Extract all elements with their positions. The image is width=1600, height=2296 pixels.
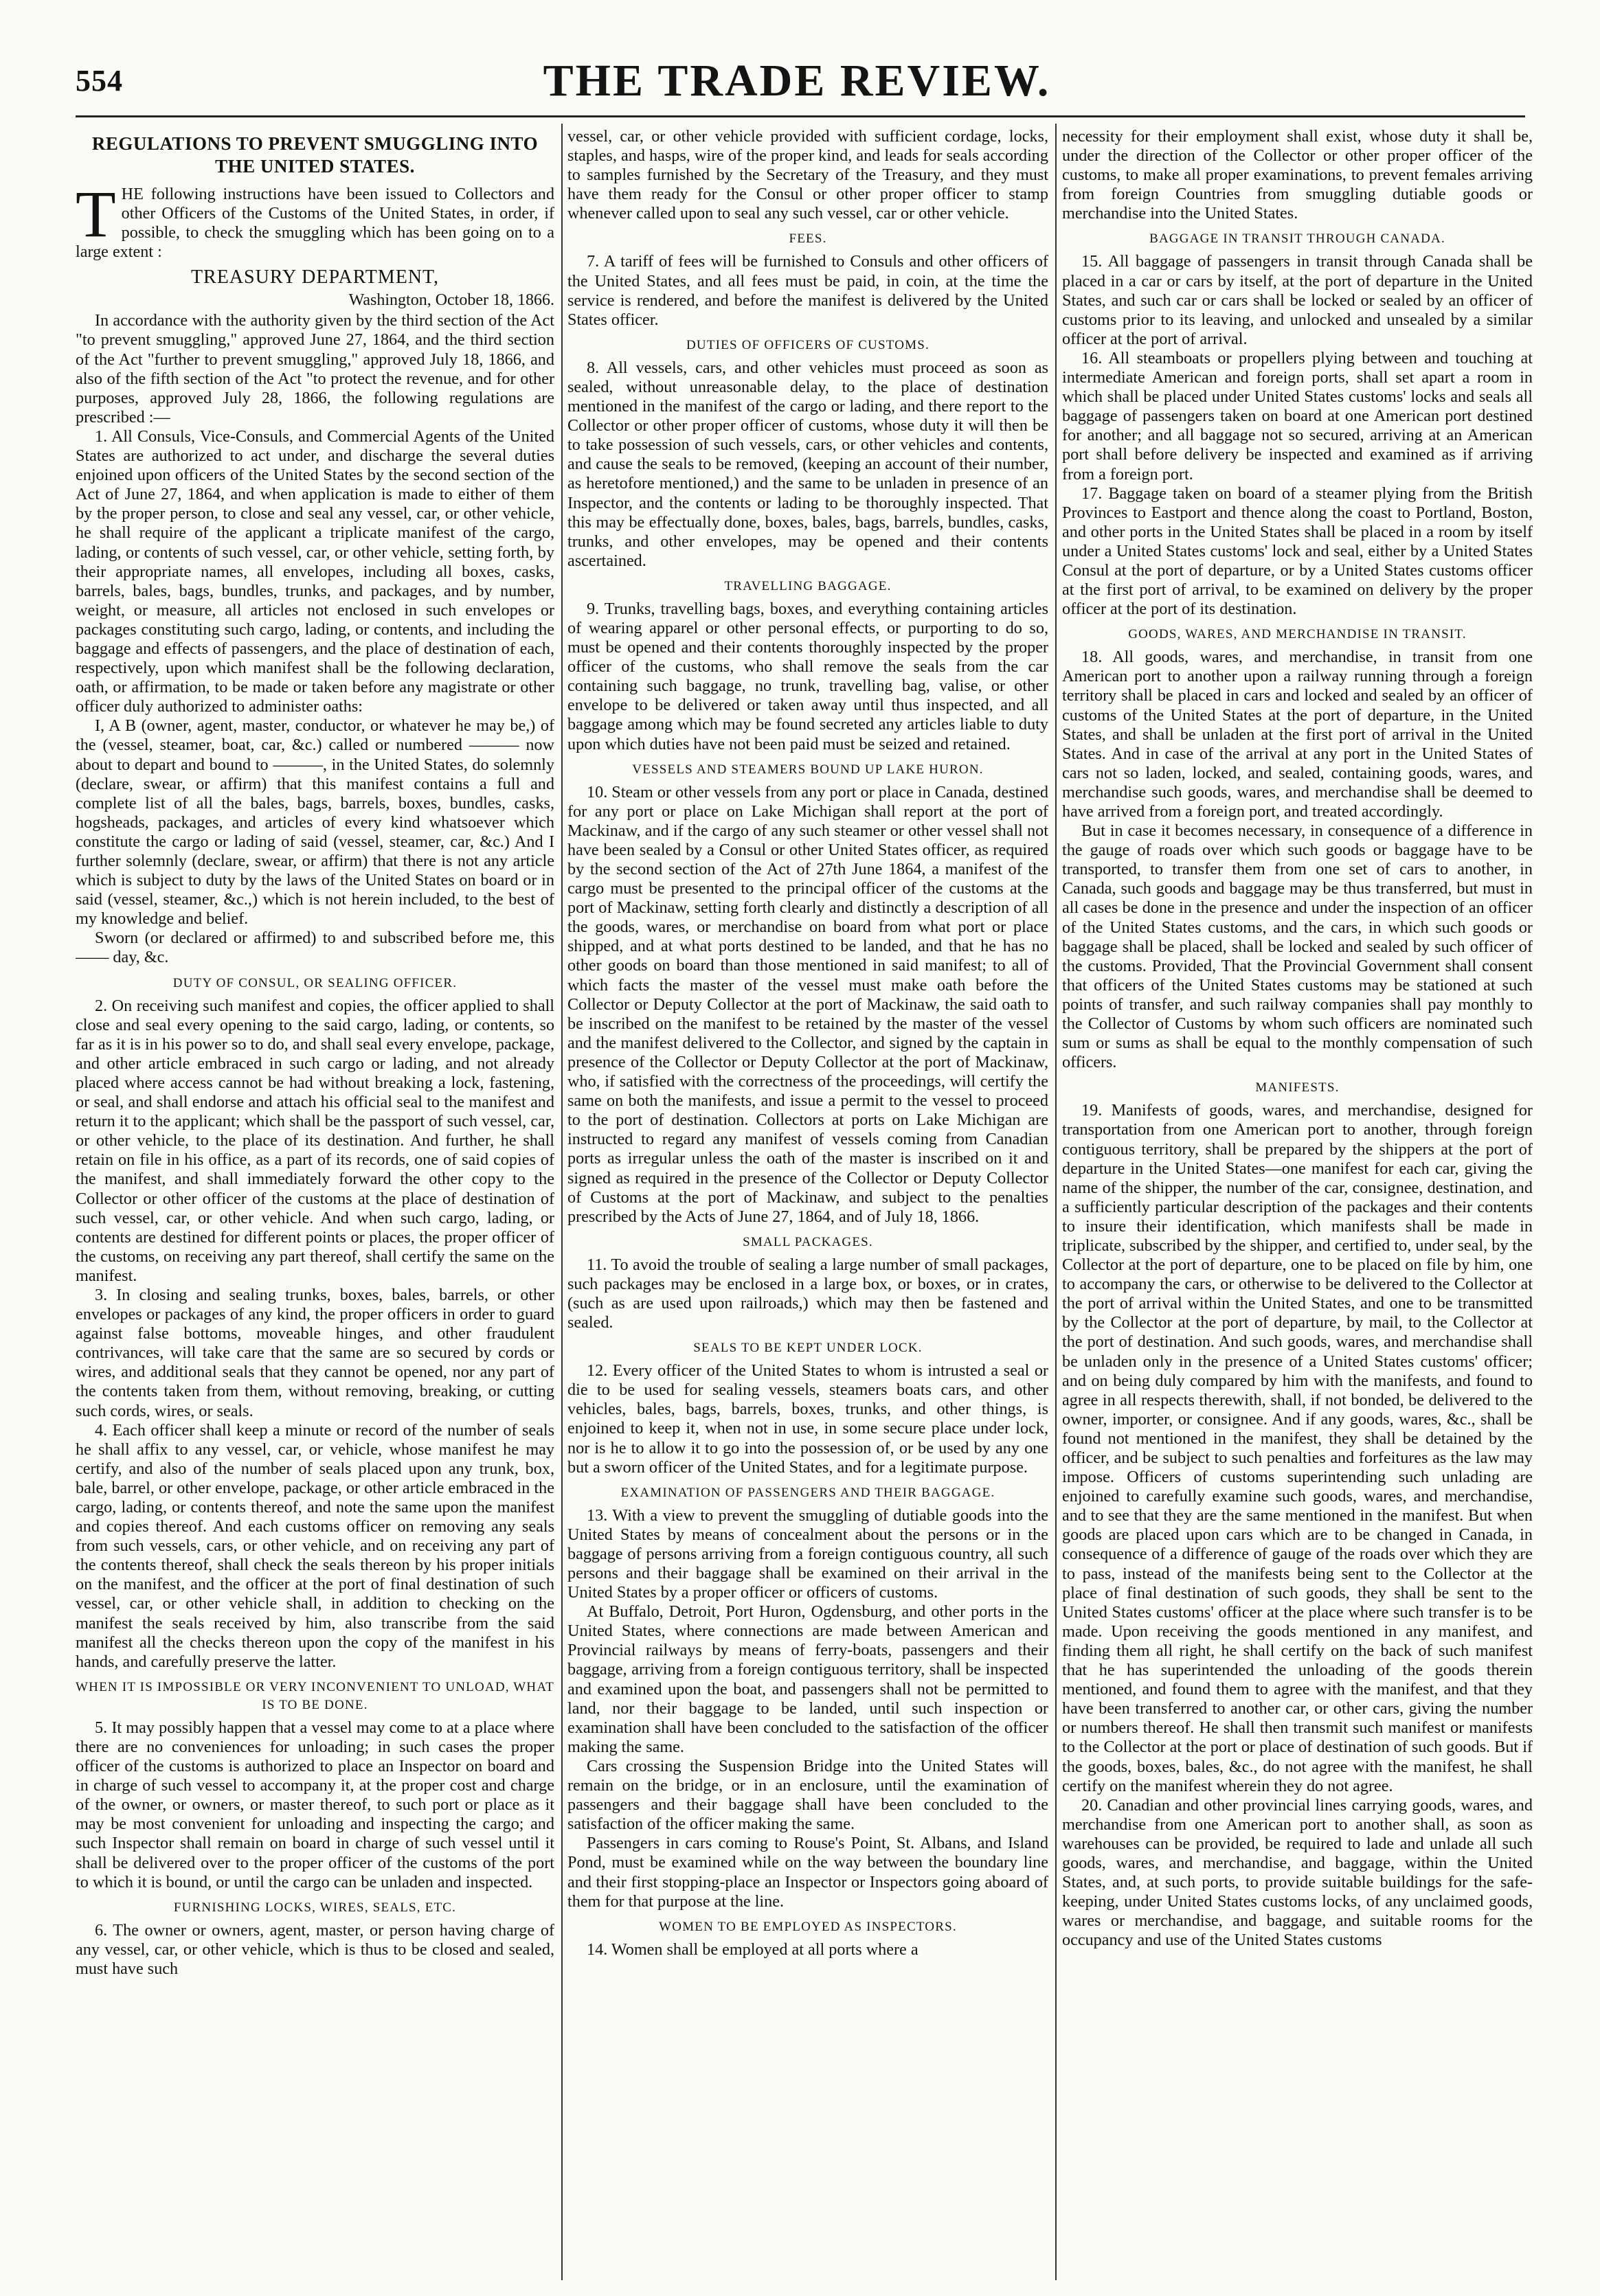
body-paragraph: 19. Manifests of goods, wares, and merchandise, designed for transportation from one American port to another, through foreign contiguous territory, shall be prepared by the shippers at the port of departure in the United States—one manifest for each car, giving the name of the shipper, the number of the car, consignee, destination, and a sufficiently particular description of the packages and their contents to insure their identification, which manifests shall be made in triplicate, subscribed by the shipper, and certified to, under seal, by the Collector at the port of departure, one to be placed on file by him, one to accompany the cars, or otherwise to be delivered to the Collector at the port of arrival within the United States, and one to be transmitted by the Collector at the port of departure, by mail, to the Collector at the port of destination. And such goods, wares, and merchandise shall be unladen only in the presence of a United States customs' officer; and on being duly compared by him with the manifests, and found to agree in all respects therewith, shall, if not bonded, be delivered to the owner, importer, or consignee. And if any goods, wares, &c., shall be found not mentioned in the manifest, they shall be detained by the officer, and be subject to such penalties and forfeitures as the law may impose. Officers of customs superintending such unlading are enjoined to carefully examine such goods, wares, and merchandise, and to see that they are the same mentioned in the manifest. But when goods are placed upon cars which are to be changed in Canada, in consequence of a difference of gauge of the roads over which they are to pass, instead of the manifests being sent to the Collector at the place of final destination of such goods, they shall be sent to the United States customs' officer at the place where such transfer is to be made. Upon receiving the goods mentioned in any manifest, and finding them all right, he shall certify on the back of such manifest that he has superintended the unloading of the goods therein mentioned, and found them to agree with the manifest, and that they have been transferred to another car, or other cars, giving the number or numbers thereof. He shall then transmit such manifest or manifests to the Collector at the port or place of destination of such goods. But if the goods, boxes, bales, &c., do not agree with the manifest, he shall certify on the manifest wherein they do not agree. (1062, 1101, 1533, 1795)
body-paragraph: In accordance with the authority given by the third section of the Act "to prevent smuggling," approved June 27, 1864, and the third section of the Act "further to prevent smuggling," approved July 18, 1866, and also of the fifth section of the Act "to protect the revenue, and for other purposes, approved July 28, 1866, the following regulations are prescribed :— (76, 311, 554, 427)
body-paragraph: At Buffalo, Detroit, Port Huron, Ogdensburg, and other ports in the United States, where connections are made between American and Provincial railways by means of ferry-boats, passengers and their baggage, arriving from a foreign contiguous territory, shall be inspected and examined upon the boat, and passengers shall not be permitted to land, nor their baggage to be landed, until such inspection or examination shall have been concluded to the satisfaction of the officer making the same. (567, 1602, 1048, 1756)
body-paragraph: Passengers in cars coming to Rouse's Point, St. Albans, and Island Pond, must be examined while on the way between the boundary line and their first stopping-place an Inspector or Inspectors going aboard of them for that purpose at the line. (567, 1834, 1048, 1911)
body-paragraph: But in case it becomes necessary, in consequence of a difference in the gauge of roads over which such goods or baggage have to be transported, to transfer them from one set of cars to another, in Canada, such goods and baggage may be thus transferred, but must in all cases be done in the presence and under the inspection of an officer of the United States customs, and the cars, in which such goods or baggage shall be placed, shall be locked and sealed by such officer of the customs. Provided, That the Provincial Government shall consent that officers of the United States customs may be stationed at such points of transfer, and such railway companies shall pay monthly to the Collector of Customs by whom such officers are nominated such sum or sums as shall be equal to the monthly compensation of such officers. (1062, 821, 1533, 1072)
section-subheading: WOMEN TO BE EMPLOYED AS INSPECTORS. (659, 1919, 957, 1934)
column-2-body (567, 127, 1048, 1959)
column-3 (1062, 127, 1533, 2270)
dateline: Washington, October 18, 1866. (348, 291, 554, 310)
section-subheading: BAGGAGE IN TRANSIT THROUGH CANADA. (1149, 231, 1445, 247)
body-paragraph: 13. With a view to prevent the smuggling of dutiable goods into the United States by means of concealment about the persons or in the baggage of persons arriving from a foreign contiguous country, all such persons and their baggage shall be examined on their arrival in the United States by a proper officer or officers of customs. (567, 1505, 1048, 1602)
body-paragraph: 2. On receiving such manifest and copies, the officer applied to shall close and seal every opening to the said cargo, lading, or contents, so far as it is in his power so to do, and shall seal every envelope, package, and other article embraced in such cargo or lading, and not already placed where access cannot be had without breaking a lock, fastening, or seal, and shall endorse and attach his official seal to the manifest and return it to the applicant; which shall be the passport of such vessel, car, or other vehicle, to the place of its destination. And further, he shall retain on file in his office, as a part of its records, one of said copies of the manifest, and shall immediately forward the other copy to the Collector or other officer of the customs at the place of destination of such vessel, car, or other vehicle. And when such cargo, lading, or contents are destined for different points or places, the proper officer of the customs, on receiving any part thereof, shall certify the same on the manifest. (76, 996, 554, 1285)
body-paragraph: 10. Steam or other vessels from any port or place in Canada, destined for any port or place on Lake Michigan shall report at the port of Mackinaw, and if the cargo of any such steamer or other vessel shall not have been sealed by a Consul or other United States officer, as required by the second section of the Act of 27th June 1864, a manifest of the cargo must be presented to the principal officer of the customs at the port of Mackinaw, setting forth clearly and distinctly a description of all the goods, wares, or merchandise on board from what port or place shipped, and at what ports destined to be landed, and that he has no other goods on board than those mentioned in said manifest; to all of which facts the master of the vessel must make oath before the Collector or Deputy Collector at the port of Mackinaw, the said oath to be inscribed on the manifest to be retained by the master of the vessel and the manifest delivered to the Collector, and signed by the captain in presence of the Collector or Deputy Collector at the port of Mackinaw, who, if satisfied with the correctness of the proceedings, will certify the same on both the manifests, and issue a permit to the vessel to proceed to the port of destination. Collectors at ports on Lake Michigan are instructed to regard any manifest of vessels coming from Canadian ports as irregular unless the oath of the master is inscribed on it and signed as required in the presence of the Collector or Deputy Collector of Customs at the port of Mackinaw, and subject to the penalties prescribed by the Acts of June 27, 1864, and of July 18, 1866. (567, 782, 1048, 1226)
page-number: 554 (76, 64, 123, 98)
column-3-body (1062, 127, 1533, 1950)
section-subheading: DUTY OF CONSUL, OR SEALING OFFICER. (172, 975, 458, 990)
body-paragraph: 5. It may possibly happen that a vessel may come to at a place where there are no conveniences for unloading; in such cases the proper officer of the customs is authorized to place an Inspector on board and in charge of such vessel to accompany it, at the proper cost and charge of the owner, or owners, or master thereof, to such port or place as it may be most convenient for unloading and inspecting the cargo; and such Inspector shall remain on board in charge of such vessel until it shall be delivered over to the proper officer of the customs of the port to which it is bound, or until the cargo can be unladen and inspected. (76, 1718, 554, 1891)
body-paragraph: 9. Trunks, travelling bags, boxes, and everything containing articles of wearing apparel or other personal effects, or purporting to do so, must be opened and their contents thoroughly inspected by the proper officer of the customs, who shall remove the seals from the car containing such baggage, no trunk, travelling bag, valise, or other envelope to be delivered or taken away until thus inspected, and all baggage among which may be found secreted any articles liable to duty upon which duties have not been paid must be seized and retained. (567, 599, 1048, 753)
body-paragraph: I, A B (owner, agent, master, conductor, or whatever he may be,) of the (vessel, steamer, boat, car, &c.) called or numbered ——— now about to depart and bound to ———, in the United States, do solemnly (declare, swear, or affirm) that this manifest contains a full and complete list of all the bales, bags, barrels, boxes, bundles, casks, hogsheads, packages, and articles of every kind whatsoever which constitute the cargo or lading of said (vessel, steamer, car, &c.) And I further solemnly (declare, swear, or affirm) that there is not any article which is subject to duty by the laws of the United States on board or in said (vessel, steamer, &c.,) which is not herein included, to the best of my knowledge and belief. (76, 716, 554, 929)
body-paragraph: 14. Women shall be employed at all ports where a (587, 1940, 919, 1959)
intro-paragraph (76, 177, 554, 262)
body-paragraph: 4. Each officer shall keep a minute or record of the number of seals he shall affix to any vessel, car, or vehicle, whose manifest he may certify, and also of the number of seals placed upon any trunk, box, bale, barrel, or other envelope, package, or other article embraced in the cargo, lading, or contents thereof, and note the same upon the manifest and copies thereof. And each customs officer on removing any seals from such vessels, cars, or other vehicle, and on receiving any part of the contents thereof, shall check the seals thereon by his proper initials on the manifest, and the officer at the port of final destination of such vessel, car, or other vehicle shall, in addition to checking on the manifest the seals received by him, also transcribe from the said manifest all the checks thereon upon the copy of the manifest in his hands, and carefully preserve the latter. (76, 1420, 554, 1671)
header-rule (76, 115, 1525, 117)
section-subheading: MANIFESTS. (1255, 1080, 1340, 1095)
column-2 (567, 127, 1048, 2270)
column-1 (76, 127, 554, 2270)
body-paragraph: 15. All baggage of passengers in transit through Canada shall be placed in a car or cars by itself, at the port of departure in the United States, and such car or cars shall be locked or sealed by an officer of customs prior to its leaving, and unlocked and unsealed by a similar officer at the port of arrival. (1062, 252, 1533, 348)
body-paragraph: 3. In closing and sealing trunks, boxes, bales, barrels, or other envelopes or packages of any kind, the proper officers in order to guard against false bottoms, moveable hinges, and other fraudulent contrivances, will take care that the same are so secured by cords or wires, and additional seals that they cannot be opened, nor any part of the contents taken from them, without removing, breaking, or cutting such cords, wires, or seals. (76, 1285, 554, 1420)
body-paragraph: Cars crossing the Suspension Bridge into the United States will remain on the bridge, or in an enclosure, until the examination of passengers and their baggage shall have been concluded to the satisfaction of the officer making the same. (567, 1756, 1048, 1834)
column-1-body (76, 311, 554, 1979)
intro-text: HE following instructions have been issued to Collectors and other Officers of the Customs of the United States, in order, if possible, to check the smuggling which has been going on to a large extent : (76, 185, 554, 262)
section-subheading: TRAVELLING BAGGAGE. (724, 578, 892, 593)
article-title: REGULATIONS TO PREVENT SMUGGLING INTO THE UNITED STATES. (91, 133, 539, 177)
section-subheading: EXAMINATION OF PASSENGERS AND THEIR BAGGAGE. (620, 1485, 995, 1500)
section-subheading: GOODS, WARES, AND MERCHANDISE IN TRANSIT. (1128, 627, 1467, 642)
body-paragraph: 16. All steamboats or propellers plying between and touching at intermediate American and foreign ports, shall set apart a room in which shall be placed under United States customs' locks and seals all baggage of passengers taken on board at one American port destined for another; and all baggage not so secured, arriving at an American port shall before delivery be inspected and examined as if arriving from a foreign port. (1062, 348, 1533, 484)
section-subheading: SMALL PACKAGES. (743, 1234, 873, 1249)
body-paragraph: 8. All vessels, cars, and other vehicles must proceed as soon as sealed, without unreasonable delay, to the place of destination mentioned in the manifest of the cargo or lading, and there report to the Collector or other proper officer of customs, whose duty it will then be to take possession of such vessels, cars, or other vehicles and contents, and cause the seals to be removed, (keeping an account of their number, as heretofore mentioned,) and the same to be unladen in presence of an Inspector, and the contents or lading to be thoroughly inspected. That this may be effectually done, boxes, bales, bags, barrels, bundles, casks, trunks, and other envelopes, may be opened and their contents ascertained. (567, 358, 1048, 570)
column-divider (561, 124, 563, 2280)
body-paragraph: necessity for their employment shall exist, whose duty it shall be, under the direction of the Collector or other proper officer of the customs, to make all proper examinations, to prevent females arriving from foreign Countries from smuggling dutiable goods or merchandise into the United States. (1062, 127, 1533, 223)
body-paragraph: 11. To avoid the trouble of sealing a large number of small packages, such packages may be enclosed in a large box, or boxes, or in crates, (such as are used upon railroads,) which may then be fastened and sealed. (567, 1255, 1048, 1332)
body-paragraph: 12. Every officer of the United States to whom is intrusted a seal or die to be used for sealing vessels, steamers boats cars, and other vehicles, bales, bags, barrels, boxes, trunks, and other things, is enjoined to keep it, when not in use, in some secure place under lock, nor is he to allow it to go into the possession of, or be used by any one but a sworn officer of the United States, and for a legitimate purpose. (567, 1361, 1048, 1477)
drop-cap: T (76, 177, 116, 251)
section-subheading: SEALS TO BE KEPT UNDER LOCK. (693, 1341, 923, 1356)
body-paragraph: 6. The owner or owners, agent, master, or person having charge of any vessel, car, or other vehicle, which is thus to be closed and sealed, must have such (76, 1920, 554, 1978)
body-paragraph: 17. Baggage taken on board of a steamer plying from the British Provinces to Eastport and thence along the coast to Portland, Boston, and other ports in the United States shall be placed in a room by itself under a United States customs' lock and seal, either by a United States Consul at the port of departure, or by a United States customs officer at the first port of arrival, to be examined on delivery by the proper officer at the port of its destination. (1062, 484, 1533, 619)
column-divider (1055, 124, 1057, 2280)
department-heading: TREASURY DEPARTMENT, (190, 266, 440, 288)
page-header (76, 55, 1518, 110)
body-paragraph: 20. Canadian and other provincial lines carrying goods, wares, and merchandise from one American port to another shall, as soon as warehouses can be provided, be required to lade and unlade all such goods, wares, and merchandise, and baggage, within the United States, and, at such ports, to provide suitable buildings for the safe-keeping, under United States customs locks, of any unclaimed goods, wares or merchandise, and baggage, and suitable rooms for the occupancy and use of the United States customs (1062, 1795, 1533, 1950)
section-subheading: DUTIES OF OFFICERS OF CUSTOMS. (686, 337, 929, 352)
section-subheading: WHEN IT IS IMPOSSIBLE OR VERY INCONVENIENT TO UNLOAD, WHAT IS TO BE DONE. (76, 1679, 554, 1712)
body-paragraph: Sworn (or declared or affirmed) to and subscribed before me, this —— day, &c. (76, 929, 554, 967)
section-subheading: VESSELS AND STEAMERS BOUND UP LAKE HURON. (632, 762, 984, 777)
body-paragraph: vessel, car, or other vehicle provided with sufficient cordage, locks, staples, and hasps, wire of the proper kind, and leads for seals according to samples furnished by the Secretary of the Treasury, and they must have them ready for the Consul or other proper officer to stamp whenever called upon to seal any such vessel, car or other vehicle. (567, 127, 1048, 223)
masthead: THE TRADE REVIEW. (543, 56, 1051, 106)
body-paragraph: 7. A tariff of fees will be furnished to Consuls and other officers of the United States, and all fees must be paid, in coin, at the time the service is rendered, and before the manifest is delivered by the United States officer. (567, 252, 1048, 329)
body-paragraph: 18. All goods, wares, and merchandise, in transit from one American port to another upon a railway running through a foreign territory shall be placed in cars and locked and sealed by an officer of customs of the United States at the port of departure, in the United States, and shall be unladen at the first port of arrival in the United States. And in case of the arrival at any port in the United States of cars not so laden, locked, and sealed, containing goods, wares, and merchandise such goods, wares, and merchandise shall be deemed to have arrived from a foreign port, and treated accordingly. (1062, 648, 1533, 821)
section-subheading: FURNISHING LOCKS, WIRES, SEALS, ETC. (173, 1900, 457, 1915)
body-paragraph: 1. All Consuls, Vice-Consuls, and Commercial Agents of the United States are authorized to act under, and discharge the several duties enjoined upon officers of the United States by the second section of the Act of June 27, 1864, and when application is made to either of them by the proper person, to close and seal any vessel, car, or other vehicle, he shall require of the applicant a triplicate manifest of the cargo, lading, or contents of such vessel, car, or other vehicle, setting forth, by their appropriate names, all envelopes, including all boxes, casks, barrels, bales, bags, bundles, trunks, and packages, and by number, weight, or measure, all articles not enclosed in such envelopes or packages constituting such cargo, lading, or contents, and including the baggage and effects of passengers, and the place of destination of each, respectively, upon which manifest shall be the following declaration, oath, or affirmation, to be made or taken before any magistrate or other officer duly authorized to administer oaths: (76, 427, 554, 716)
section-subheading: FEES. (789, 231, 827, 247)
